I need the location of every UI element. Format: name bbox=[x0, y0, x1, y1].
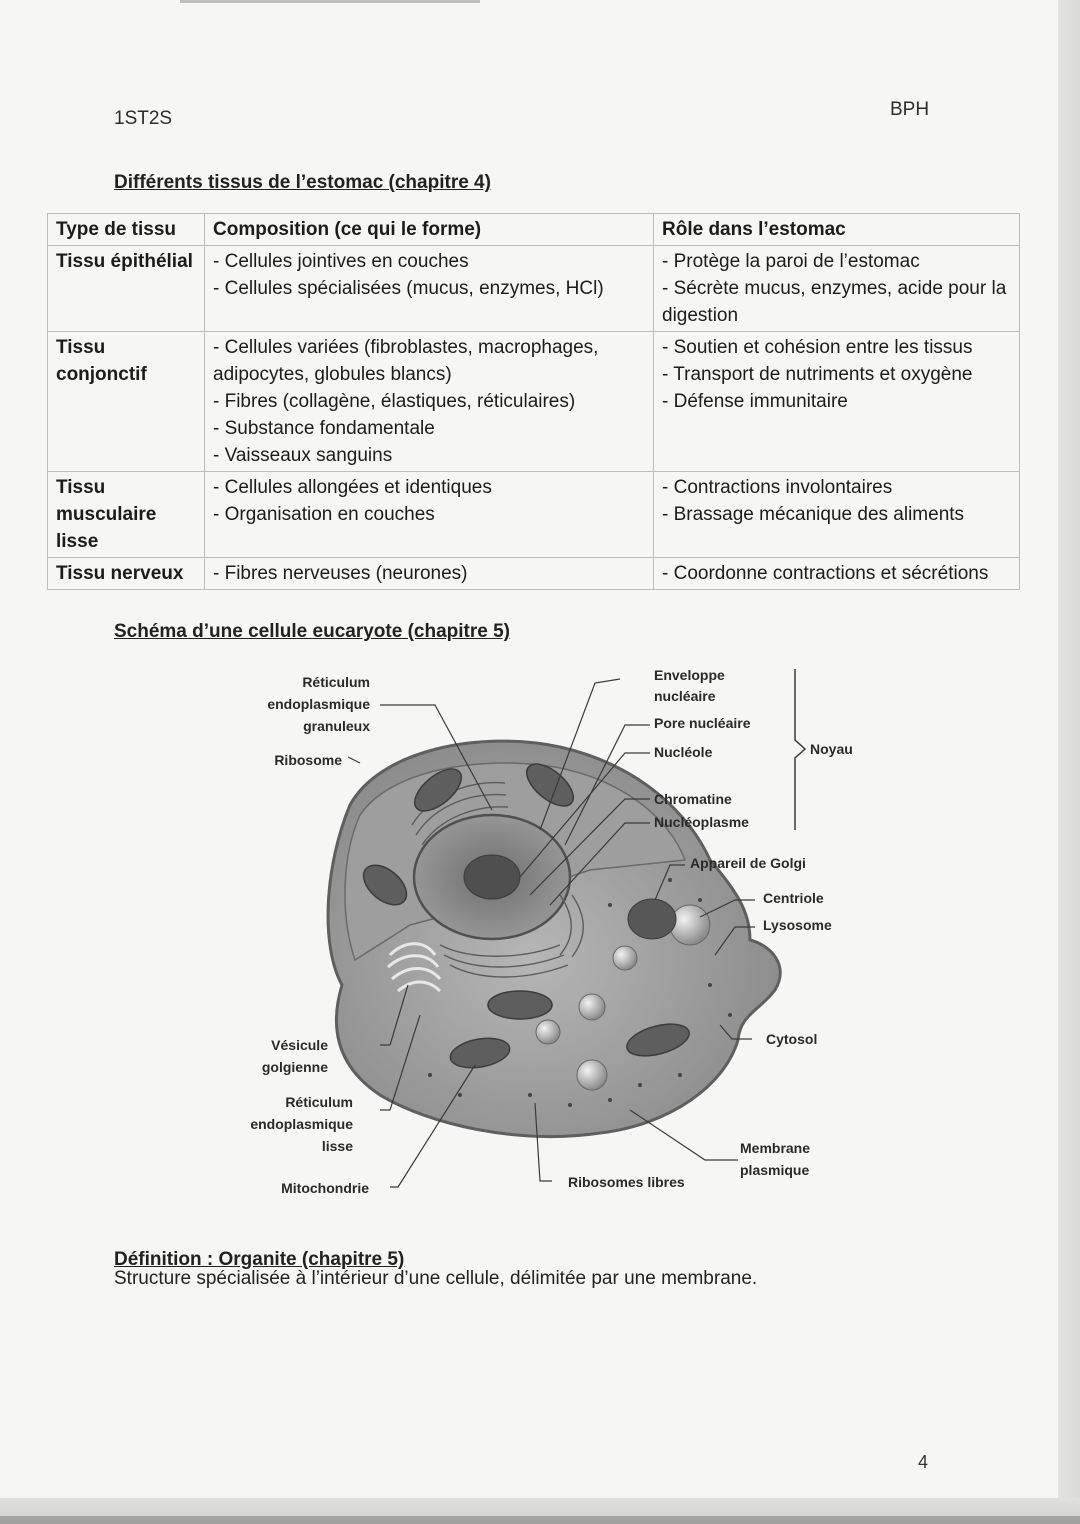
label-membrane-line2: plasmique bbox=[740, 1162, 810, 1178]
composition-line: - Cellules variées (fibroblastes, macrophages, adipocytes, globules blancs) bbox=[213, 337, 599, 385]
noyau-brace bbox=[795, 669, 805, 830]
role-line: - Soutien et cohésion entre les tissus bbox=[662, 337, 973, 358]
composition-cell bbox=[205, 332, 654, 472]
role-line: - Contractions involontaires bbox=[662, 477, 893, 498]
role-line: - Protège la paroi de l’estomac bbox=[662, 251, 920, 272]
label-rel-line2: endoplasmique bbox=[250, 1116, 353, 1132]
label-noyau: Noyau bbox=[810, 741, 853, 757]
label-rel-line1: Réticulum bbox=[285, 1094, 353, 1110]
role-line: - Défense immunitaire bbox=[662, 391, 848, 412]
composition-line: - Fibres (collagène, élastiques, réticulaires) bbox=[213, 391, 576, 412]
label-nucleoplasme: Nucléoplasme bbox=[654, 814, 749, 830]
tissue-type-cell: Tissu nerveux bbox=[48, 558, 205, 590]
label-rel-line3: lisse bbox=[321, 1138, 353, 1154]
label-ribosomes-libres: Ribosomes libres bbox=[568, 1174, 685, 1190]
label-golgi: Appareil de Golgi bbox=[690, 855, 806, 871]
definition-text: Structure spécialisée à l’intérieur d’une cellule, délimitée par une membrane. bbox=[114, 1268, 758, 1289]
role-cell bbox=[654, 332, 1020, 472]
class-label: 1ST2S bbox=[114, 108, 173, 129]
table-row bbox=[48, 246, 1020, 332]
column-header-composition: Composition (ce qui le forme) bbox=[205, 214, 654, 246]
eukaryotic-cell-diagram bbox=[230, 655, 880, 1210]
label-vesicule-line2: golgienne bbox=[261, 1059, 328, 1075]
tissues-section-title: Différents tissus de l’estomac (chapitre 4) bbox=[114, 172, 491, 193]
column-header-type: Type de tissu bbox=[48, 214, 205, 246]
composition-line: - Cellules spécialisées (mucus, enzymes, HCl) bbox=[213, 278, 604, 299]
composition-line: - Cellules allongées et identiques bbox=[213, 477, 492, 498]
label-rer-line1: Réticulum bbox=[302, 674, 370, 690]
composition-line: - Fibres nerveuses (neurones) bbox=[213, 563, 468, 584]
scan-shadow bbox=[180, 0, 480, 3]
tissues-table bbox=[47, 213, 1020, 590]
golgi-apparatus-shape bbox=[628, 899, 676, 939]
label-lysosome: Lysosome bbox=[763, 917, 832, 933]
label-nucleole: Nucléole bbox=[654, 744, 713, 760]
composition-line: - Cellules jointives en couches bbox=[213, 251, 469, 272]
label-membrane-line1: Membrane bbox=[740, 1140, 811, 1156]
composition-cell bbox=[205, 246, 654, 332]
tissue-type-cell: Tissu épithélial bbox=[48, 246, 205, 332]
role-cell bbox=[654, 472, 1020, 558]
page-edge-right bbox=[1058, 0, 1080, 1524]
composition-line: - Organisation en couches bbox=[213, 504, 435, 525]
page-number: 4 bbox=[918, 1452, 929, 1472]
role-line: - Sécrète mucus, enzymes, acide pour la digestion bbox=[662, 278, 1007, 326]
table-row bbox=[48, 558, 1020, 590]
column-header-role: Rôle dans l’estomac bbox=[654, 214, 1020, 246]
tissue-type-cell: Tissu musculaire lisse bbox=[48, 472, 205, 558]
label-ribosome: Ribosome bbox=[274, 752, 342, 768]
label-chromatine: Chromatine bbox=[654, 791, 732, 807]
composition-line: - Vaisseaux sanguins bbox=[213, 445, 393, 466]
role-cell bbox=[654, 558, 1020, 590]
page-edge-bottom bbox=[0, 1498, 1080, 1524]
label-centriole: Centriole bbox=[763, 890, 824, 906]
label-cytosol: Cytosol bbox=[766, 1031, 818, 1047]
composition-line: - Substance fondamentale bbox=[213, 418, 435, 439]
label-enveloppe-line1: Enveloppe bbox=[654, 667, 725, 683]
nucleolus-shape bbox=[464, 855, 520, 899]
role-line: - Transport de nutriments et oxygène bbox=[662, 364, 973, 385]
label-mitochondrie: Mitochondrie bbox=[281, 1180, 369, 1196]
subject-label: BPH bbox=[890, 99, 930, 120]
definition-title: Définition : Organite (chapitre 5) bbox=[114, 1249, 405, 1270]
label-rer-line3: granuleux bbox=[303, 718, 370, 734]
table-header-row bbox=[48, 214, 1020, 246]
role-line: - Brassage mécanique des aliments bbox=[662, 504, 965, 525]
label-vesicule-line1: Vésicule bbox=[271, 1037, 328, 1053]
label-enveloppe-line2: nucléaire bbox=[654, 688, 716, 704]
role-line: - Coordonne contractions et sécrétions bbox=[662, 563, 989, 584]
table-row bbox=[48, 332, 1020, 472]
label-pore: Pore nucléaire bbox=[654, 715, 751, 731]
cell-section-title: Schéma d’une cellule eucaryote (chapitre 5) bbox=[114, 621, 510, 642]
composition-cell bbox=[205, 472, 654, 558]
label-rer-line2: endoplasmique bbox=[267, 696, 370, 712]
composition-cell bbox=[205, 558, 654, 590]
table-row bbox=[48, 472, 1020, 558]
role-cell bbox=[654, 246, 1020, 332]
tissue-type-cell: Tissu conjonctif bbox=[48, 332, 205, 472]
